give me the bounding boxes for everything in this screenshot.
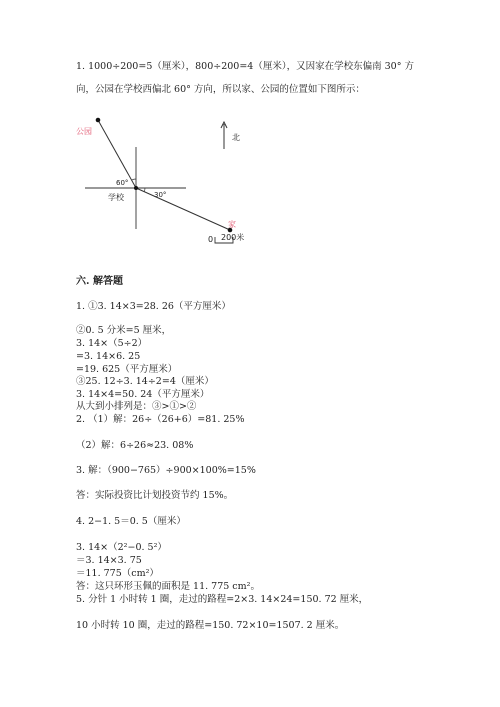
answer-line: ＝11. 775（cm²） bbox=[76, 568, 159, 579]
school-label: 学校 bbox=[108, 193, 124, 202]
angle-30-arc bbox=[144, 188, 145, 192]
home-label: 家 bbox=[228, 220, 236, 229]
answer-line: =3. 14×6. 25 bbox=[76, 351, 141, 362]
answer-line: 从大到小排列是：③>①>② bbox=[76, 401, 197, 412]
section-title: 六. 解答题 bbox=[76, 276, 123, 287]
answer-line: 4. 2−1. 5＝0. 5（厘米） bbox=[76, 516, 186, 527]
answer-line: =19. 625（平方厘米） bbox=[76, 364, 178, 375]
north-label: 北 bbox=[232, 133, 240, 142]
park-line bbox=[98, 120, 136, 188]
answer-line: （2）解：6÷26≈23. 08% bbox=[76, 440, 194, 451]
answer-line: 3. 解：（900−765）÷900×100%=15% bbox=[76, 465, 256, 476]
park-point bbox=[96, 118, 101, 123]
answer-line: 1. ①3. 14×3=28. 26（平方厘米） bbox=[76, 301, 231, 312]
answer-line: 3. 14×（2²−0. 5²） bbox=[76, 542, 167, 553]
angle-60-arc bbox=[132, 179, 137, 180]
answer-line: ＝3. 14×3. 75 bbox=[76, 555, 142, 566]
location-diagram bbox=[0, 0, 500, 260]
angle-30-label: 30° bbox=[154, 191, 167, 199]
answer-line: 2. （1）解：26÷（26+6）=81. 25% bbox=[76, 414, 245, 425]
intro-line-2: 向，公园在学校西偏北 60° 方向，所以家、公园的位置如下图所示： bbox=[76, 84, 365, 95]
park-label: 公园 bbox=[76, 127, 92, 136]
answer-line: ②0. 5 分米=5 厘米， bbox=[76, 325, 172, 336]
answer-line: ③25. 12÷3. 14÷2=4（厘米） bbox=[76, 376, 214, 387]
scale-length-label: 200米 bbox=[221, 233, 245, 242]
intro-line-1: 1. 1000÷200=5（厘米），800÷200=4（厘米），又因家在学校东偏南 30° 方 bbox=[76, 61, 414, 72]
answer-line: 3. 14×4=50. 24（平方厘米） bbox=[76, 389, 210, 400]
angle-60-label: 60° bbox=[116, 179, 129, 187]
answer-line: 10 小时转 10 圈，走过的路程=150. 72×10=1507. 2 厘米。 bbox=[76, 620, 345, 631]
answer-line: 5. 分针 1 小时转 1 圈，走过的路程=2×3. 14×24=150. 72 厘米， bbox=[76, 594, 369, 605]
answer-line: 答：这只环形玉佩的面积是 11. 775 cm²。 bbox=[76, 581, 260, 592]
answer-line: 答：实际投资比计划投资节约 15%。 bbox=[76, 490, 234, 501]
school-point bbox=[134, 186, 138, 190]
scale-zero-label: 0 bbox=[208, 235, 214, 244]
answer-line: 3. 14×（5÷2） bbox=[76, 338, 148, 349]
home-line bbox=[136, 188, 230, 230]
